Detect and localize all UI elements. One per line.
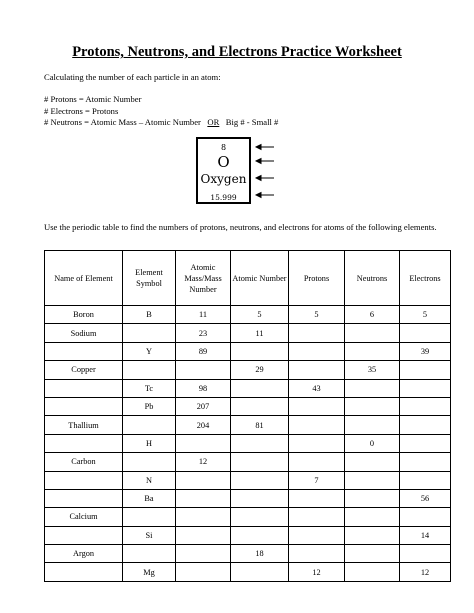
rule-neutrons-or: OR (207, 117, 220, 128)
cell-atomic-number (231, 508, 289, 526)
element-atomic-mass: 15.999 (210, 193, 237, 202)
cell-symbol: Tc (123, 379, 176, 397)
cell-symbol (123, 508, 176, 526)
cell-protons: 7 (289, 471, 345, 489)
element-name: Oxygen (200, 172, 247, 186)
table-row (45, 563, 451, 581)
cell-mass: 98 (176, 379, 231, 397)
cell-name: Argon (45, 545, 123, 563)
cell-symbol: Ba (123, 489, 176, 507)
cell-name: Boron (45, 306, 123, 324)
particle-table (44, 250, 451, 582)
table-row (45, 416, 451, 434)
cell-atomic-number (231, 563, 289, 581)
cell-electrons (400, 324, 451, 342)
table-row (45, 453, 451, 471)
cell-atomic-number (231, 471, 289, 489)
cell-name (45, 342, 123, 360)
cell-atomic-number (231, 342, 289, 360)
cell-symbol (123, 453, 176, 471)
cell-atomic-number (231, 453, 289, 471)
cell-symbol: N (123, 471, 176, 489)
element-symbol: O (217, 153, 230, 171)
cell-neutrons (345, 563, 400, 581)
rule-neutrons-suffix: Big # - Small # (225, 117, 279, 128)
table-row (45, 324, 451, 342)
cell-electrons (400, 361, 451, 379)
cell-symbol: Mg (123, 563, 176, 581)
cell-electrons: 14 (400, 526, 451, 544)
cell-neutrons (345, 471, 400, 489)
cell-atomic-number (231, 397, 289, 415)
cell-atomic-number: 5 (231, 306, 289, 324)
cell-mass: 204 (176, 416, 231, 434)
cell-name: Sodium (45, 324, 123, 342)
header-protons: Protons (289, 251, 345, 306)
cell-electrons: 5 (400, 306, 451, 324)
table-row (45, 545, 451, 563)
cell-protons (289, 508, 345, 526)
cell-atomic-number: 18 (231, 545, 289, 563)
cell-mass (176, 471, 231, 489)
header-atomic-mass: Atomic Mass/Mass Number (176, 251, 231, 306)
cell-symbol (123, 545, 176, 563)
header-element-symbol: Element Symbol (123, 251, 176, 306)
cell-symbol: Si (123, 526, 176, 544)
cell-name (45, 471, 123, 489)
rule-neutrons-prefix: # Neutrons = Atomic Mass – Atomic Number (44, 117, 201, 128)
cell-atomic-number: 29 (231, 361, 289, 379)
cell-protons (289, 416, 345, 434)
cell-mass: 207 (176, 397, 231, 415)
cell-name (45, 563, 123, 581)
cell-symbol (123, 361, 176, 379)
cell-electrons: 12 (400, 563, 451, 581)
cell-atomic-number (231, 489, 289, 507)
cell-mass (176, 361, 231, 379)
cell-atomic-number (231, 434, 289, 452)
cell-neutrons (345, 526, 400, 544)
cell-neutrons (345, 545, 400, 563)
cell-neutrons: 6 (345, 306, 400, 324)
cell-protons (289, 545, 345, 563)
cell-electrons (400, 434, 451, 452)
header-neutrons: Neutrons (345, 251, 400, 306)
cell-neutrons (345, 489, 400, 507)
formula-rules (44, 94, 278, 129)
cell-mass: 11 (176, 306, 231, 324)
cell-neutrons (345, 416, 400, 434)
cell-protons (289, 453, 345, 471)
cell-mass (176, 508, 231, 526)
cell-electrons: 39 (400, 342, 451, 360)
cell-protons (289, 342, 345, 360)
cell-neutrons (345, 453, 400, 471)
cell-atomic-number (231, 526, 289, 544)
table-row (45, 434, 451, 452)
cell-name (45, 379, 123, 397)
cell-name (45, 489, 123, 507)
arrow-left-icon (256, 145, 274, 150)
cell-mass: 23 (176, 324, 231, 342)
cell-symbol (123, 416, 176, 434)
cell-mass (176, 434, 231, 452)
table-row (45, 489, 451, 507)
cell-electrons (400, 397, 451, 415)
element-atomic-number: 8 (220, 143, 227, 152)
cell-electrons (400, 508, 451, 526)
cell-mass: 12 (176, 453, 231, 471)
table-row (45, 361, 451, 379)
rule-neutrons (44, 117, 278, 129)
pointer-arrows (255, 140, 275, 205)
cell-symbol: H (123, 434, 176, 452)
cell-mass (176, 545, 231, 563)
arrow-left-icon (256, 193, 274, 198)
cell-protons: 5 (289, 306, 345, 324)
cell-neutrons (345, 342, 400, 360)
cell-electrons (400, 471, 451, 489)
header-atomic-number: Atomic Number (231, 251, 289, 306)
cell-protons (289, 361, 345, 379)
cell-electrons (400, 453, 451, 471)
cell-protons: 43 (289, 379, 345, 397)
cell-name: Carbon (45, 453, 123, 471)
table-row (45, 397, 451, 415)
cell-neutrons: 0 (345, 434, 400, 452)
rule-protons: # Protons = Atomic Number (44, 94, 142, 104)
header-electrons: Electrons (400, 251, 451, 306)
table-row (45, 471, 451, 489)
cell-protons (289, 397, 345, 415)
cell-mass (176, 489, 231, 507)
table-row (45, 306, 451, 324)
cell-neutrons: 35 (345, 361, 400, 379)
cell-neutrons (345, 397, 400, 415)
cell-electrons (400, 545, 451, 563)
cell-protons (289, 324, 345, 342)
cell-mass: 89 (176, 342, 231, 360)
cell-name (45, 397, 123, 415)
rule-electrons: # Electrons = Protons (44, 105, 119, 116)
cell-electrons (400, 379, 451, 397)
intro-text: Calculating the number of each particle in an atom: (44, 72, 221, 82)
cell-symbol (123, 324, 176, 342)
cell-atomic-number (231, 379, 289, 397)
cell-atomic-number: 81 (231, 416, 289, 434)
cell-neutrons (345, 324, 400, 342)
table-header-row (45, 251, 451, 306)
table-row (45, 342, 451, 360)
cell-name: Thallium (45, 416, 123, 434)
cell-symbol: Y (123, 342, 176, 360)
cell-neutrons (345, 508, 400, 526)
cell-protons (289, 526, 345, 544)
oxygen-element-box (196, 137, 251, 204)
table-row (45, 379, 451, 397)
cell-symbol: Pb (123, 397, 176, 415)
cell-protons (289, 489, 345, 507)
table-row (45, 526, 451, 544)
cell-mass (176, 563, 231, 581)
table-body (45, 306, 451, 582)
cell-name (45, 526, 123, 544)
arrow-left-icon (256, 176, 274, 181)
cell-neutrons (345, 379, 400, 397)
cell-electrons (400, 416, 451, 434)
cell-mass (176, 526, 231, 544)
arrow-left-icon (256, 159, 274, 164)
page-title: Protons, Neutrons, and Electrons Practice Worksheet (72, 44, 402, 60)
cell-protons (289, 434, 345, 452)
cell-name (45, 434, 123, 452)
instructions-text: Use the periodic table to find the numbers of protons, neutrons, and electrons for atoms of the following elements. (44, 222, 437, 232)
header-name-of-element: Name of Element (45, 251, 123, 306)
cell-atomic-number: 11 (231, 324, 289, 342)
cell-name: Copper (45, 361, 123, 379)
cell-symbol: B (123, 306, 176, 324)
cell-electrons: 56 (400, 489, 451, 507)
cell-protons: 12 (289, 563, 345, 581)
table-row (45, 508, 451, 526)
cell-name: Calcium (45, 508, 123, 526)
